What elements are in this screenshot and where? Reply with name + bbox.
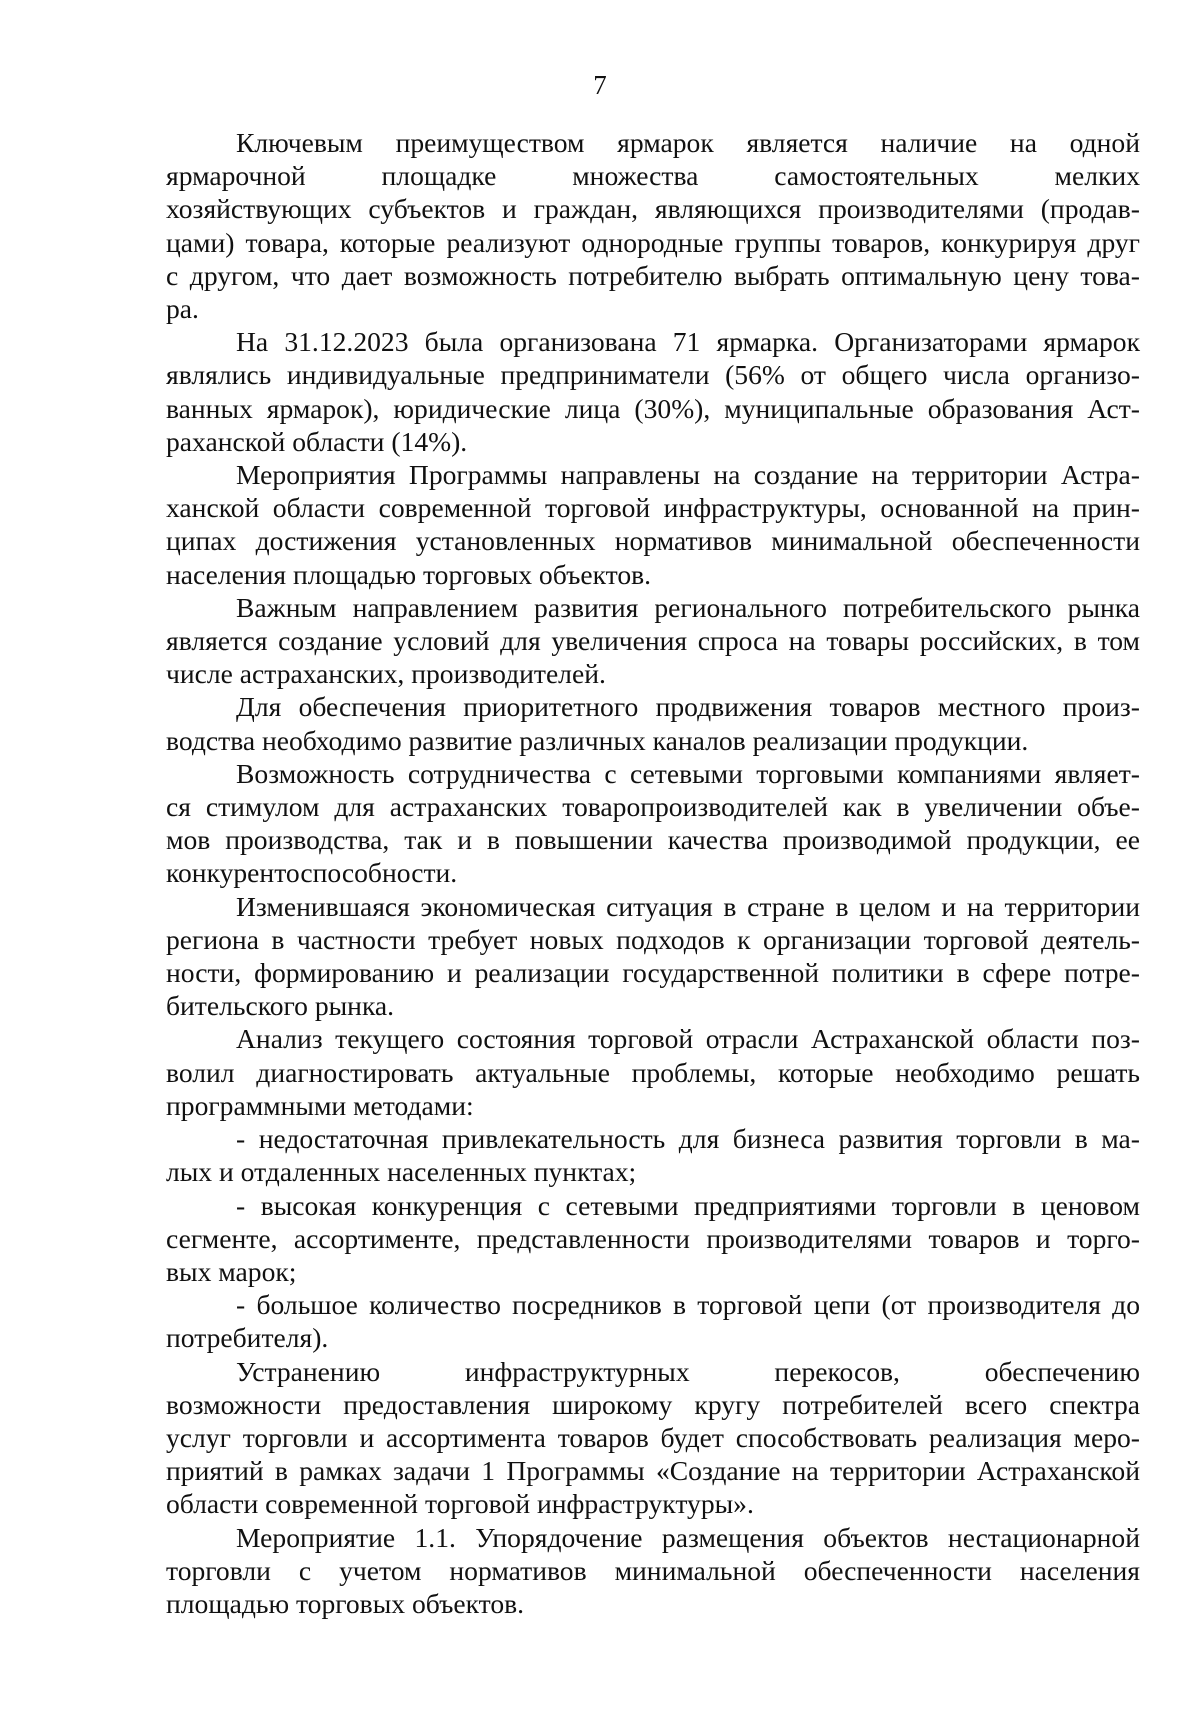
text-line: приятий в рамках задачи 1 Программы «Создание на территории Астраханской <box>166 1455 1140 1487</box>
paragraph <box>166 126 1140 325</box>
paragraph <box>166 458 1140 591</box>
text-line: ся стимулом для астраханских товаропроизводителей как в увеличении объе- <box>166 791 1140 823</box>
text-line: площадью торговых объектов. <box>166 1587 525 1619</box>
text-line: раханской области (14%). <box>166 425 468 457</box>
text-line: волил диагностировать актуальные проблемы, которые необходимо решать <box>166 1056 1140 1088</box>
text-line: программными методами: <box>166 1089 474 1121</box>
text-line: региона в частности требует новых подходов к организации торговой деятель- <box>166 923 1140 955</box>
text-line: Мероприятие 1.1. Упорядочение размещения объектов нестационарной <box>236 1521 1140 1553</box>
paragraph <box>166 757 1140 890</box>
paragraph <box>166 591 1140 691</box>
paragraph <box>166 690 1140 756</box>
text-line: числе астраханских, производителей. <box>166 658 606 690</box>
text-line: ности, формированию и реализации государственной политики в сфере потре- <box>166 957 1140 989</box>
text-line: торговли с учетом нормативов минимальной обеспеченности населения <box>166 1554 1140 1586</box>
text-line: ханской области современной торговой инфраструктуры, основанной на прин- <box>166 492 1140 524</box>
text-line: - недостаточная привлекательность для бизнеса развития торговли в ма- <box>236 1123 1140 1155</box>
text-line: Возможность сотрудничества с сетевыми торговыми компаниями являет- <box>236 757 1140 789</box>
text-line: бительского рынка. <box>166 990 395 1022</box>
text-line: с другом, что дает возможность потребителю выбрать оптимальную цену това- <box>166 259 1140 291</box>
page-number: 7 <box>593 70 607 100</box>
text-line: На 31.12.2023 была организована 71 ярмарка. Организаторами ярмарок <box>236 326 1140 358</box>
text-line: цами) товара, которые реализуют однородные группы товаров, конкурируя друг <box>166 226 1140 258</box>
text-line: возможности предоставления широкому кругу потребителей всего спектра <box>166 1388 1140 1420</box>
text-line: ярмарочной площадке множества самостоятельных мелких <box>166 160 1140 192</box>
text-line: Важным направлением развития регионального потребительского рынка <box>236 591 1140 623</box>
paragraph <box>166 1022 1140 1122</box>
text-line: Устранению инфраструктурных перекосов, обеспечению <box>236 1355 1140 1387</box>
document-body <box>166 126 1140 1620</box>
text-line: является создание условий для увеличения спроса на товары российских, в том <box>166 625 1140 657</box>
text-line: являлись индивидуальные предприниматели (56% от общего числа организо- <box>166 359 1140 391</box>
text-line: области современной торговой инфраструктуры». <box>166 1488 754 1520</box>
text-line: лых и отдаленных населенных пунктах; <box>166 1156 637 1188</box>
paragraph <box>166 1521 1140 1621</box>
paragraph <box>166 325 1140 458</box>
text-line: Для обеспечения приоритетного продвижения товаров местного произ- <box>236 691 1140 723</box>
text-line: мов производства, так и в повышении качества производимой продукции, ее <box>166 824 1140 856</box>
text-line: населения площадью торговых объектов. <box>166 558 652 590</box>
text-line: - высокая конкуренция с сетевыми предприятиями торговли в ценовом <box>236 1189 1140 1221</box>
list-item <box>166 1288 1140 1354</box>
text-line: конкурентоспособности. <box>166 857 458 889</box>
paragraph <box>166 1355 1140 1521</box>
text-line: Анализ текущего состояния торговой отрасли Астраханской области поз- <box>236 1023 1140 1055</box>
text-line: водства необходимо развитие различных каналов реализации продукции. <box>166 724 1029 756</box>
text-line: сегменте, ассортименте, представленности производителями товаров и торго- <box>166 1222 1140 1254</box>
text-line: ванных ярмарок), юридические лица (30%), муниципальные образования Аст- <box>166 392 1140 424</box>
paragraph <box>166 890 1140 1023</box>
list-item <box>166 1189 1140 1289</box>
text-line: Изменившаяся экономическая ситуация в стране в целом и на территории <box>236 890 1140 922</box>
text-line: хозяйствующих субъектов и граждан, являющихся производителями (продав- <box>166 193 1140 225</box>
text-line: - большое количество посредников в торговой цепи (от производителя до <box>236 1289 1140 1321</box>
text-line: Мероприятия Программы направлены на создание на территории Астра- <box>236 459 1140 491</box>
text-line: потребителя). <box>166 1322 329 1354</box>
list-item <box>166 1122 1140 1188</box>
text-line: ра. <box>166 293 199 325</box>
text-line: Ключевым преимуществом ярмарок является наличие на одной <box>236 127 1140 158</box>
text-line: вых марок; <box>166 1255 297 1287</box>
text-line: услуг торговли и ассортимента товаров будет способствовать реализация меро- <box>166 1421 1140 1453</box>
text-line: ципах достижения установленных нормативов минимальной обеспеченности <box>166 525 1140 557</box>
